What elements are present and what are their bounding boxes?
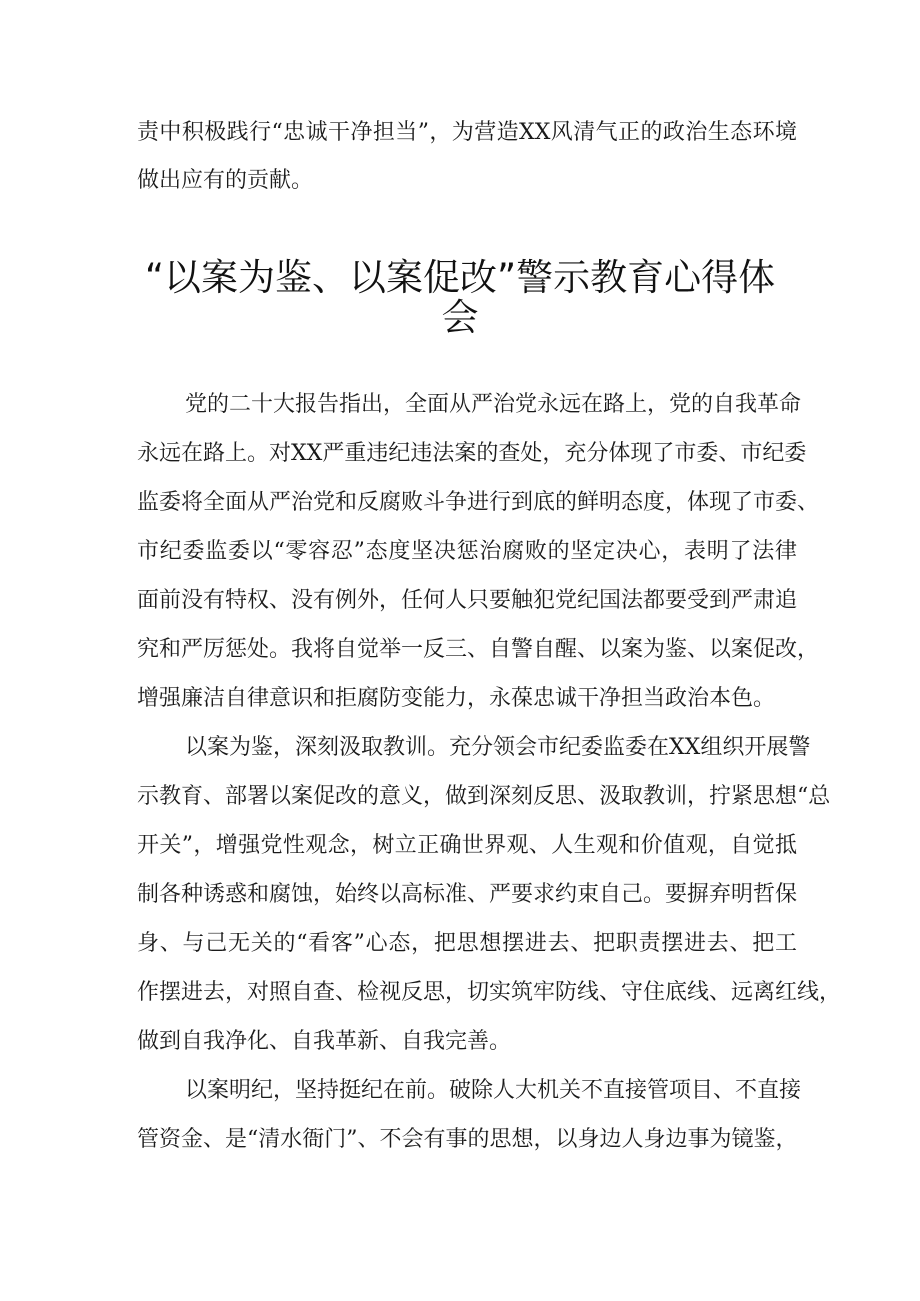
paragraph-1-line-6: 究和严厉惩处。我将自觉举一反三、自警自醒、以案为鉴、以案促改，	[137, 637, 820, 662]
paragraph-1-line-2: 永远在路上。对XX严重违纪违法案的查处，充分体现了市委、市纪委	[137, 441, 807, 466]
intro-line-2: 做出应有的贡献。	[137, 168, 314, 193]
paragraph-3-line-2: 管资金、是“清水衙门”、不会有事的思想，以身边人身边事为镜鉴，	[137, 1127, 798, 1152]
intro-line-1: 责中积极践行“忠诚干净担当”，为营造XX风清气正的政治生态环境	[137, 120, 797, 145]
paragraph-1-line-5: 面前没有特权、没有例外，任何人只要触犯党纪国法都要受到严肃追	[137, 588, 798, 613]
paragraph-1-line-4: 市纪委监委以“零容忍”态度坚决惩治腐败的坚定决心，表明了法律	[137, 539, 797, 564]
paragraph-2-line-3: 开关”，增强党性观念，树立正确世界观、人生观和价值观，自觉抵	[137, 833, 797, 858]
paragraph-1-line-3: 监委将全面从严治党和反腐败斗争进行到底的鲜明态度，体现了市委、	[137, 490, 820, 515]
paragraph-2-line-2: 示教育、部署以案促改的意义，做到深刻反思、汲取教训，拧紧思想“总	[137, 784, 831, 809]
paragraph-2-line-7: 做到自我净化、自我革新、自我完善。	[137, 1029, 512, 1054]
article-title: “以案为鉴、以案促改”警示教育心得体会	[144, 256, 776, 339]
paragraph-1-line-1: 党的二十大报告指出，全面从严治党永远在路上，党的自我革命	[185, 392, 802, 417]
paragraph-2-line-6: 作摆进去，对照自查、检视反思，切实筑牢防线、守住底线、远离红线，	[137, 980, 842, 1005]
paragraph-3-line-1: 以案明纪，坚持挺纪在前。破除人大机关不直接管项目、不直接	[185, 1078, 802, 1103]
paragraph-1-line-7: 增强廉洁自律意识和拒腐防变能力，永葆忠诚干净担当政治本色。	[137, 686, 776, 711]
paragraph-2-line-5: 身、与己无关的“看客”心态，把思想摆进去、把职责摆进去、把工	[137, 931, 797, 956]
paragraph-2-line-4: 制各种诱惑和腐蚀，始终以高标准、严要求约束自己。要摒弃明哲保	[137, 882, 798, 907]
paragraph-2-line-1: 以案为鉴，深刻汲取教训。充分领会市纪委监委在XX组织开展警	[185, 735, 811, 760]
